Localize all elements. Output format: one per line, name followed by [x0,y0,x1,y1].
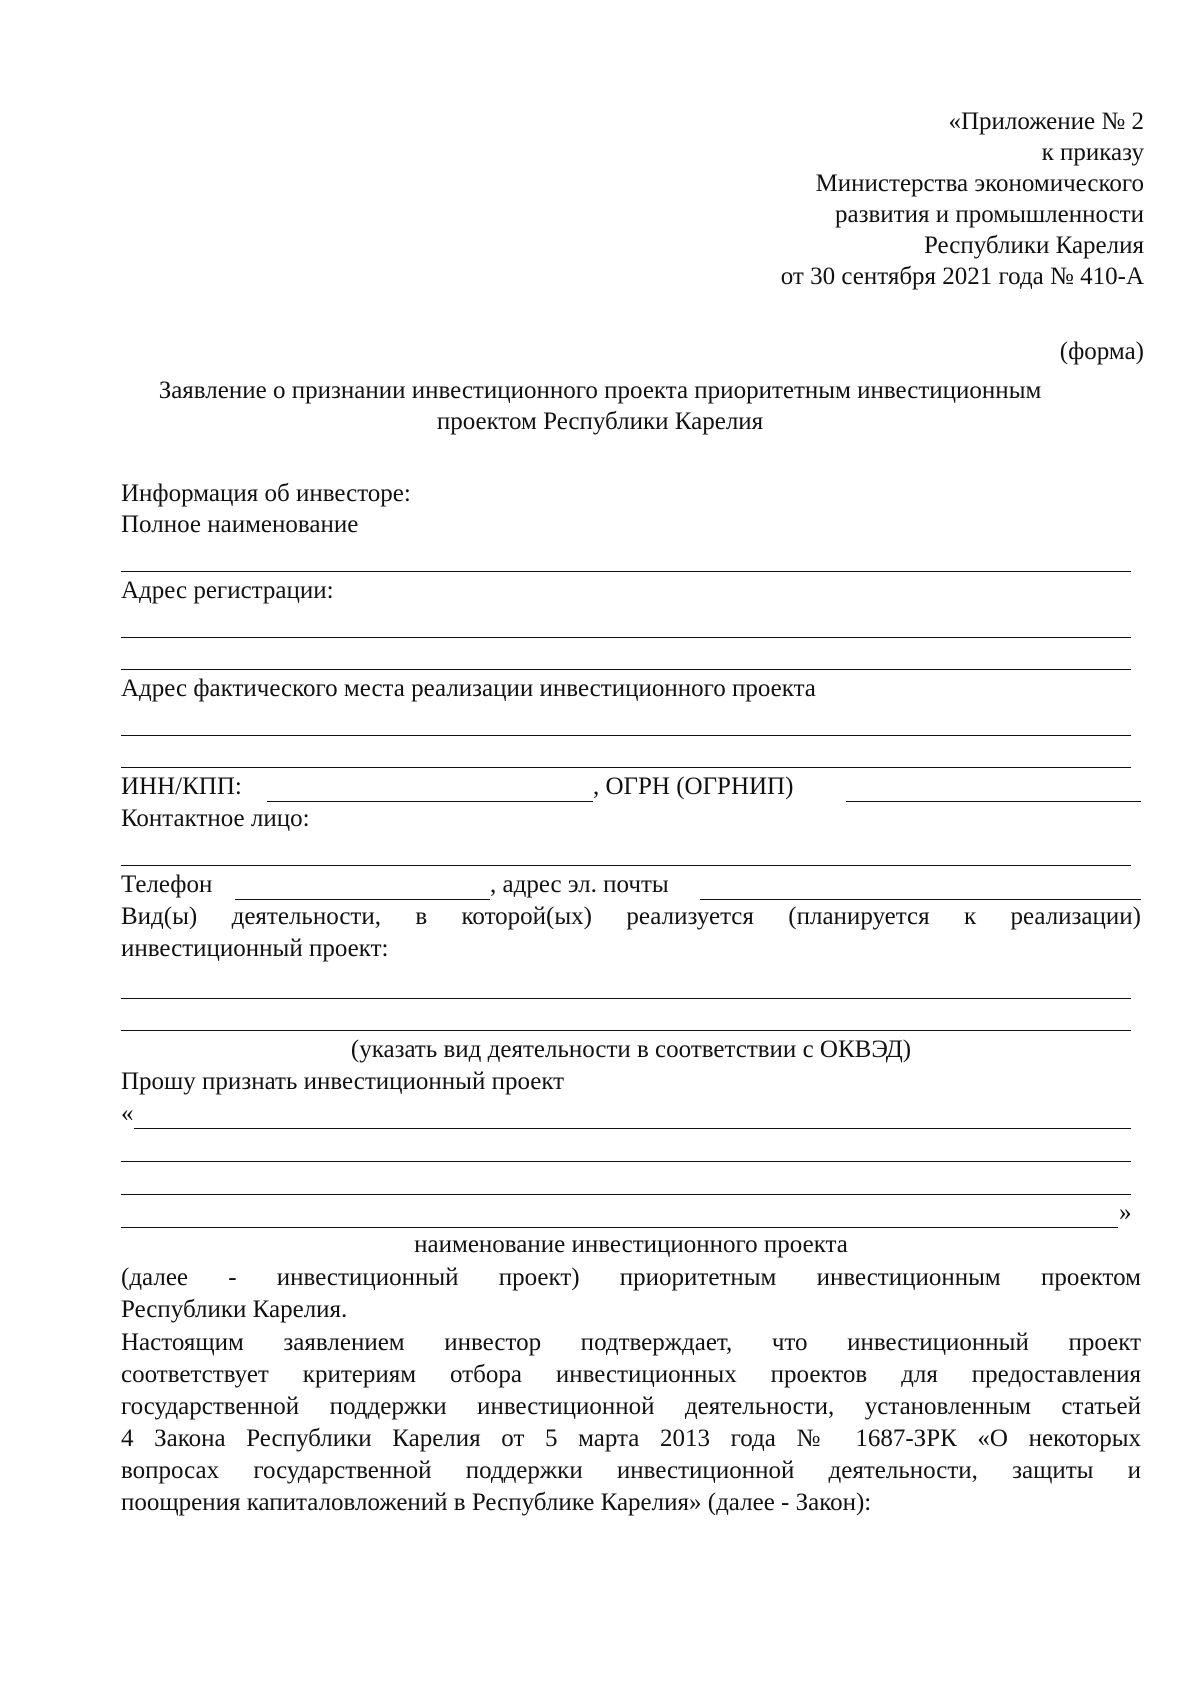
actual-address-label: Адрес фактического места реализации инвестиционного проекта [121,675,816,702]
actual-address-field-1[interactable] [121,735,1131,736]
title-line-1: Заявление о признании инвестиционного проекта приоритетным инвестиционным [158,377,1042,404]
header-line: Министерства экономического [815,170,1144,197]
phone-field[interactable] [235,899,490,900]
paragraph-2-line: поощрения капиталовложений в Республике Карелия» (далее - Закон): [121,1489,872,1516]
actual-address-field-2[interactable] [121,767,1131,768]
paragraph-1-line: Республики Карелия. [121,1296,348,1323]
project-name-caption: наименование инвестиционного проекта [414,1231,848,1258]
paragraph-2-line: Настоящим заявлением инвестор подтверждает, что инвестиционный проект [121,1329,1141,1356]
contact-person-field[interactable] [121,865,1131,866]
header-line: Республики Карелия [923,232,1144,259]
activity-label-line-1: Вид(ы) деятельности, в которой(ых) реализуется (планируется к реализации) [121,903,1141,930]
activity-field-1[interactable] [121,998,1131,999]
project-name-field-3[interactable] [121,1194,1131,1195]
activity-field-2[interactable] [121,1030,1131,1031]
header-line: от 30 сентября 2021 года № 410-А [780,263,1144,290]
investor-info-label: Информация об инвесторе: [121,480,411,507]
activity-label-line-2: инвестиционный проект: [121,935,389,962]
phone-label: Телефон [121,871,213,898]
paragraph-2-line: государственной поддержки инвестиционной деятельности, установленным статьей [121,1393,1141,1420]
inn-kpp-label: ИНН/КПП: [121,773,242,800]
ogrn-label: , ОГРН (ОГРНИП) [593,773,794,800]
full-name-field[interactable] [121,571,1131,572]
title-line-2: проектом Республики Карелия [436,408,764,435]
open-quote: « [121,1100,134,1127]
reg-address-label: Адрес регистрации: [121,577,334,604]
inn-kpp-field[interactable] [267,801,593,802]
paragraph-1-line: (далее - инвестиционный проект) приоритетным инвестиционным проектом [121,1264,1141,1291]
project-name-field-2[interactable] [121,1161,1131,1162]
project-name-field-1[interactable] [134,1128,1131,1129]
form-note: (форма) [1059,338,1144,365]
okved-note: (указать вид деятельности в соответствии с ОКВЭД) [350,1036,912,1063]
header-line: развития и промышленности [835,201,1144,228]
full-name-label: Полное наименование [121,511,359,538]
reg-address-field-1[interactable] [121,637,1131,638]
ogrn-field[interactable] [846,801,1141,802]
project-name-field-4[interactable] [121,1227,1118,1228]
email-label: , адрес эл. почты [490,871,669,898]
close-quote: » [1119,1199,1132,1226]
reg-address-field-2[interactable] [121,669,1131,670]
email-field[interactable] [700,899,1141,900]
paragraph-2-line: вопросах государственной поддержки инвестиционной деятельности, защиты и [121,1457,1141,1484]
header-line: к приказу [1041,139,1144,166]
paragraph-2-line: 4 Закона Республики Карелия от 5 марта 2013 года № 1687-ЗРК «О некоторых [121,1425,1141,1452]
paragraph-2-line: соответствует критериям отбора инвестиционных проектов для предоставления [121,1361,1141,1388]
contact-person-label: Контактное лицо: [121,805,310,832]
paragraph-2 [121,1327,1141,1519]
header-line: «Приложение № 2 [948,108,1144,135]
paragraph-1 [121,1262,1141,1326]
request-label: Прошу признать инвестиционный проект [121,1068,565,1095]
